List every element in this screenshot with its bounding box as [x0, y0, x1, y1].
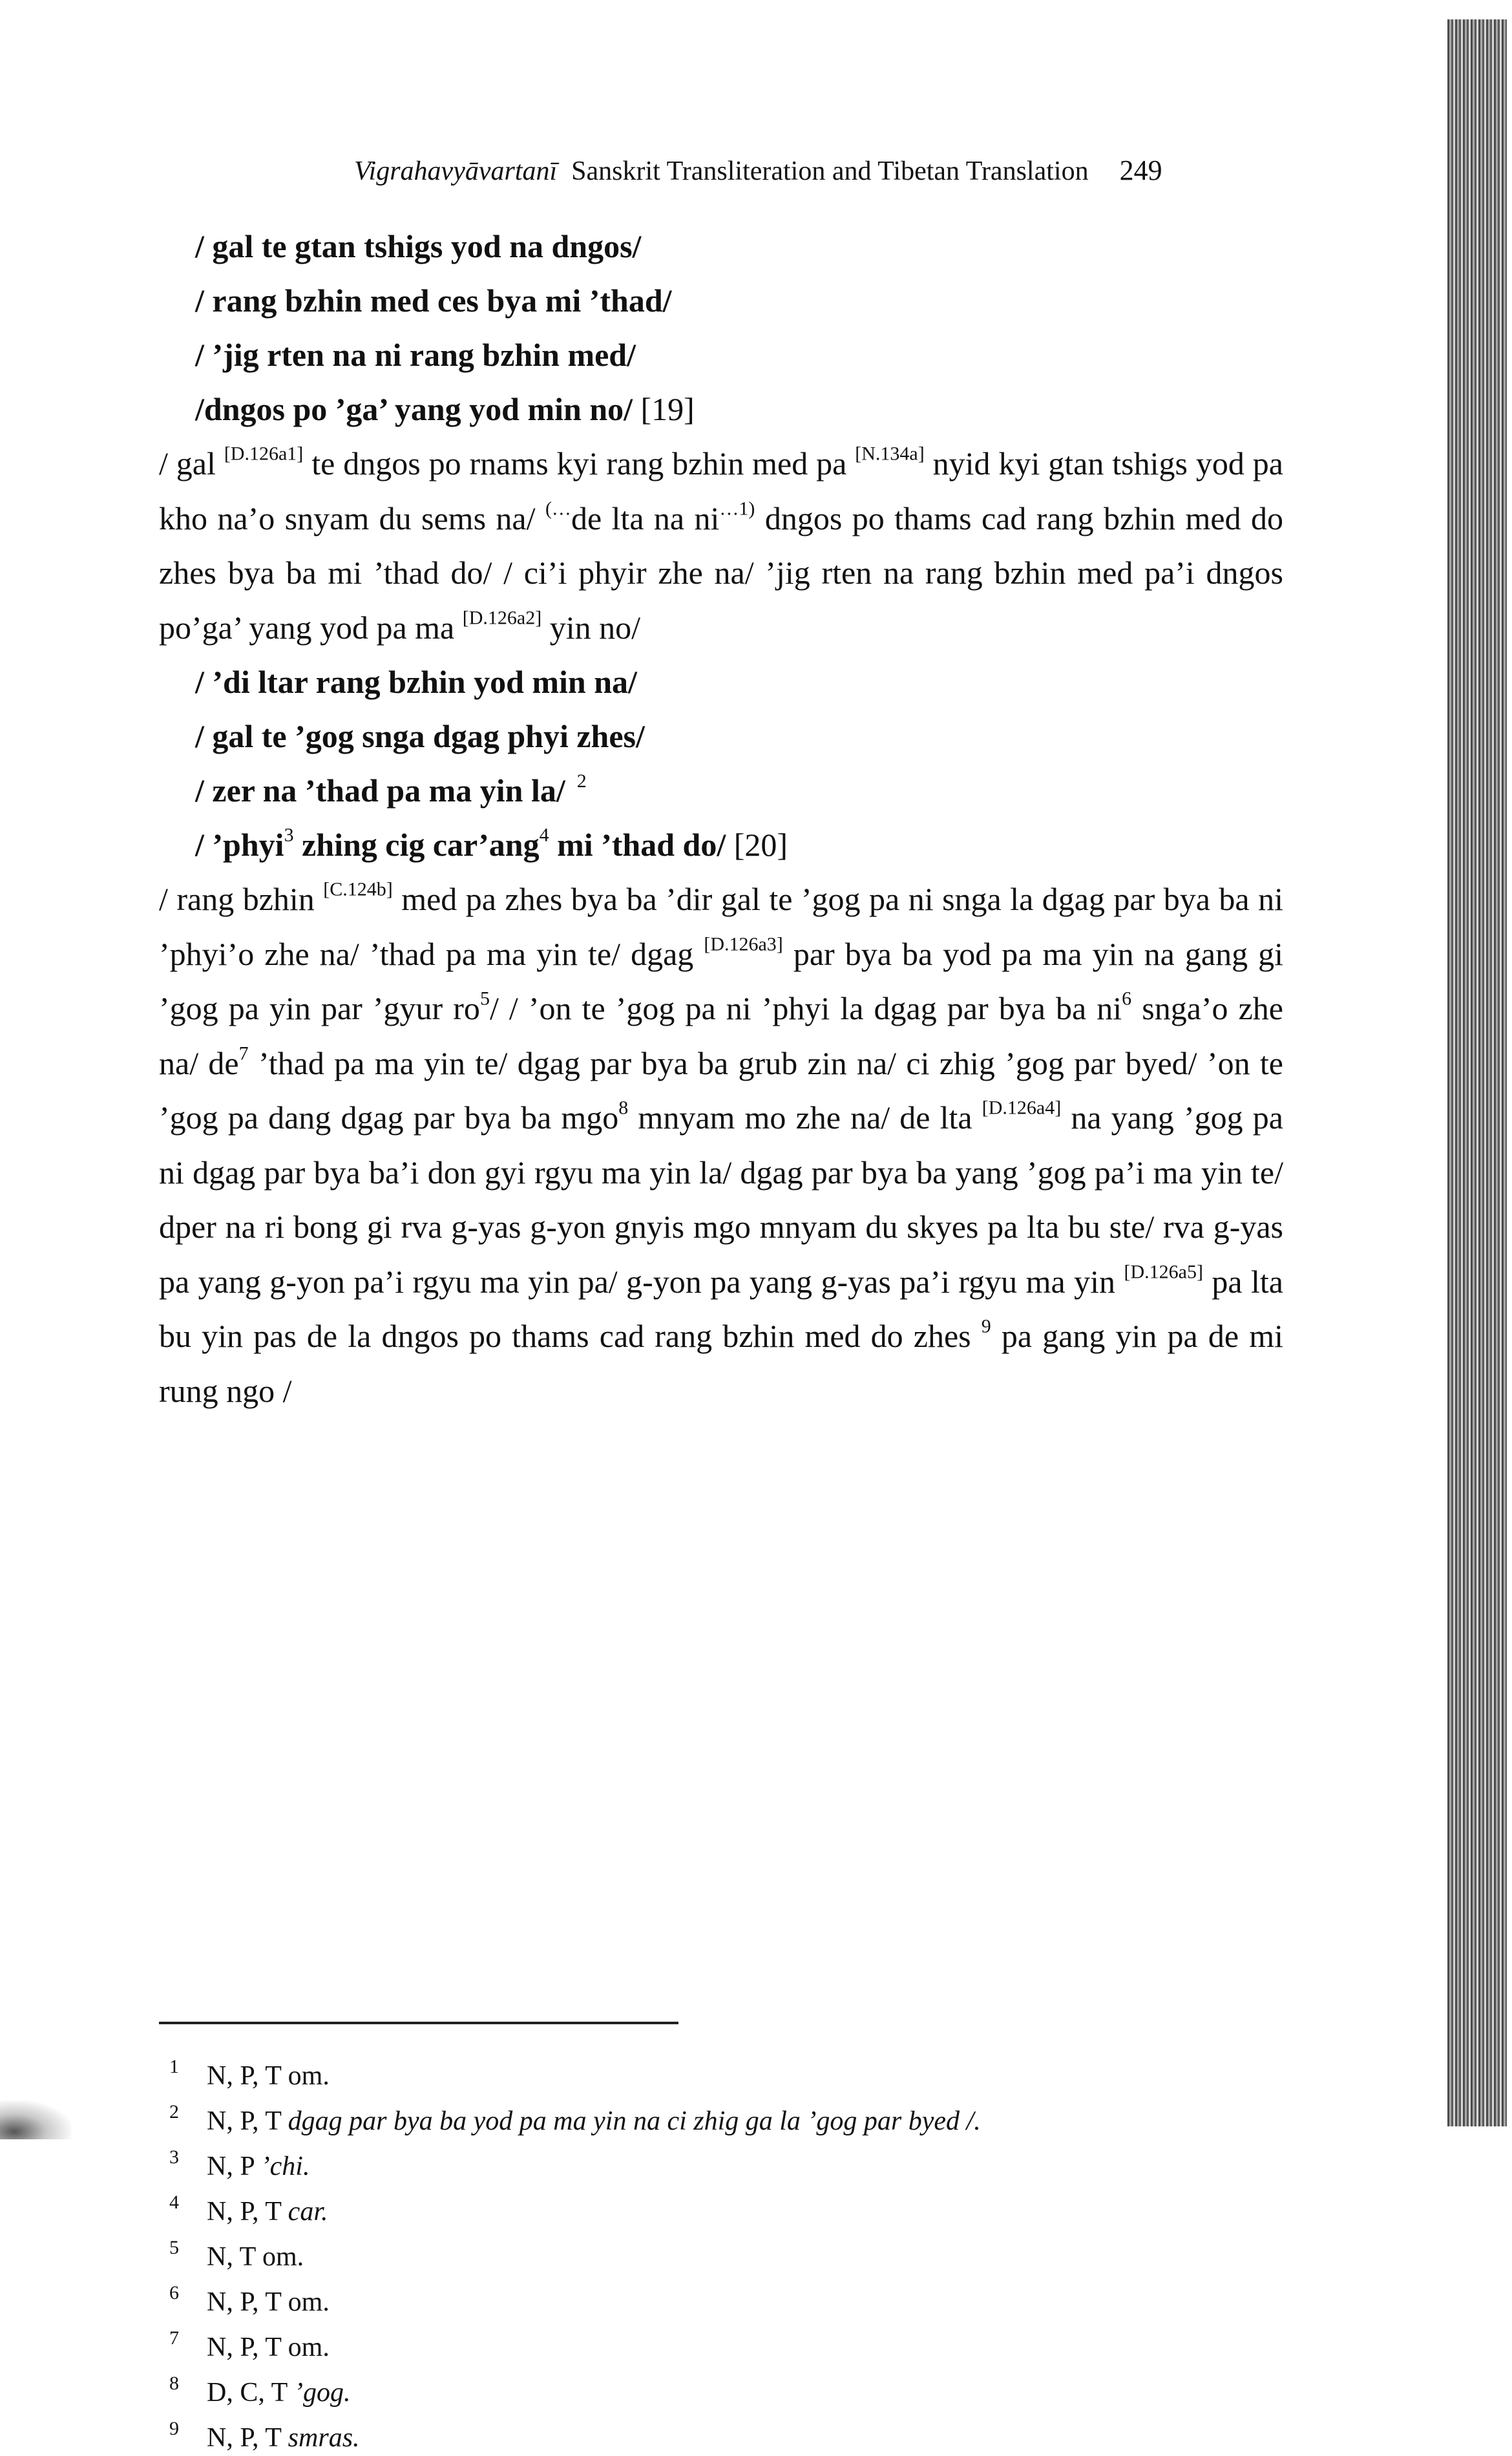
para1-text-6: yin no/ — [541, 609, 641, 646]
para2-text-8: na yang ’gog pa ni dgag par bya ba’i don gyi rgyu ma yin la/ dgag par bya ba yang ’gog pa’i ma yin te/ dper na ri bong gi rva g-yas g-yon gnyis mgo mnyam du skyes pa lta bu ste/ rva g-yas pa yang g-yon pa’i rgyu ma yin pa/ g-yon pa yang g-yas pa’i rgyu ma yin — [159, 1099, 1283, 1300]
footnote — [169, 2366, 981, 2411]
verse20-line4-text-b: zhing cig car’ang — [293, 827, 540, 863]
footnote-separator — [159, 2022, 678, 2024]
verse20-line3 — [195, 772, 587, 809]
footnote-number: 7 — [169, 2327, 179, 2349]
verse20-line4 — [195, 826, 788, 863]
footnote-ref: 9 — [981, 1315, 991, 1337]
verse19-line1: / gal te gtan tshigs yod na dngos/ — [195, 228, 642, 264]
running-header — [354, 154, 1162, 187]
folio-marker: [D.126a5] — [1124, 1261, 1203, 1282]
footnote-ref: 4 — [539, 824, 549, 846]
paragraph-1-text — [159, 436, 1283, 655]
verse20-line3-text: / zer na ’thad pa ma yin la/ — [195, 772, 565, 809]
verse20-line2: / gal te ’gog snga dgag phyi zhes/ — [195, 718, 645, 754]
footnote-number: 9 — [169, 2418, 179, 2439]
footnote — [169, 2185, 981, 2230]
footnote-variant-reading: smras. — [288, 2423, 360, 2453]
para2-text-1: / rang bzhin — [159, 881, 324, 917]
footnote-number: 5 — [169, 2237, 179, 2258]
paragraph-2-text — [159, 872, 1283, 1418]
footnote — [169, 2230, 981, 2275]
footnote-variant-reading: ’gog. — [293, 2378, 351, 2408]
verse-ref-19: [19] — [640, 391, 695, 427]
footnote — [169, 2275, 981, 2320]
para1-text-3: nyid kyi gtan tshigs yod pa kho na’o snyam du sems na/ — [159, 445, 1283, 536]
footnote-text: N, P, T — [207, 2423, 288, 2453]
folio-marker: [N.134a] — [855, 443, 925, 465]
footnote-text: N, P, T — [207, 2197, 288, 2227]
footnote-ref: 2 — [576, 770, 587, 792]
folio-marker: [D.126a4] — [982, 1097, 1062, 1119]
header-title: Vigrahavyāvartanī — [354, 156, 558, 186]
para2-text-2: med pa zhes bya ba ’dir gal te ’gog pa ni snga la dgag par bya ba ni ’phyi’o zhe na/ ’thad pa ma yin te/ dgag — [159, 881, 1283, 972]
footnotes — [169, 2049, 981, 2456]
para2-text-4: / / ’on te ’gog pa ni ’phyi la dgag par bya ba ni — [489, 990, 1122, 1026]
footnote-number: 1 — [169, 2056, 179, 2077]
footnote-ref: 7 — [238, 1043, 249, 1064]
footnote — [169, 2411, 981, 2456]
footnote-number: 8 — [169, 2373, 179, 2394]
footnote — [169, 2139, 981, 2185]
commentary-paragraph-1 — [159, 436, 1283, 655]
footnote-text: N, P, T om. — [207, 2333, 330, 2362]
footnote-text: N, P, T om. — [207, 2287, 330, 2317]
footnote-variant-reading: ’chi. — [260, 2152, 310, 2181]
footnote-ref: 5 — [479, 988, 490, 1010]
para1-text-5: dngos po thams cad rang bzhin med do zhes bya ba mi ’thad do/ / ci’i phyir zhe na/ ’jig rten na rang bzhin med pa’i dngos po’ga’ yang yod pa ma — [159, 500, 1283, 646]
verse19-line4-text: /dngos po ’ga’ yang yod min no/ — [195, 391, 633, 427]
folio-marker: [D.126a2] — [462, 607, 542, 628]
para2-text-3: par bya ba yod pa ma yin na gang gi ’gog pa yin par ’gyur ro — [159, 935, 1284, 1026]
para1-text-1: / gal — [159, 445, 224, 482]
scanner-edge-artifact — [1447, 19, 1507, 2126]
para2-text-7: mnyam mo zhe na/ de lta — [628, 1099, 982, 1136]
footnote-ref: 8 — [618, 1097, 629, 1119]
footnote-number: 4 — [169, 2192, 179, 2213]
variant-open-marker: (… — [545, 498, 571, 519]
para2-text-10: pa gang yin pa de mi rung ngo / — [159, 1318, 1283, 1409]
folio-marker: [D.126a1] — [224, 443, 304, 465]
header-subtitle: Sanskrit Transliteration and Tibetan Translation — [571, 156, 1089, 186]
footnote-text: D, C, T — [207, 2378, 294, 2408]
footnote-ref: 6 — [1122, 988, 1132, 1010]
verse19-line3: / ’jig rten na ni rang bzhin med/ — [195, 337, 636, 373]
verse20-line4-text-a: / ’phyi — [195, 827, 284, 863]
para2-text-6: ’thad pa ma yin te/ dgag par bya ba grub zin na/ ci zhig ’gog par byed/ ’on te ’gog pa dang dgag par bya ba mgo — [159, 1044, 1283, 1136]
footnote-variant-reading: car. — [288, 2197, 328, 2227]
page-number: 249 — [1119, 154, 1162, 186]
footnote-number: 2 — [169, 2101, 179, 2123]
footnote-text: N, P — [207, 2152, 261, 2181]
para1-text-4: de lta na ni — [571, 500, 720, 536]
variant-close-marker: …1) — [719, 498, 755, 519]
footnote-text: N, T om. — [207, 2242, 304, 2272]
footnote-text: N, P, T om. — [207, 2061, 330, 2091]
footnote-number: 6 — [169, 2282, 179, 2303]
commentary-paragraph-2 — [159, 872, 1283, 1418]
verse20-line1: / ’di ltar rang bzhin yod min na/ — [195, 664, 637, 700]
verse19-line2: / rang bzhin med ces bya mi ’thad/ — [195, 282, 672, 319]
footnote-ref: 3 — [284, 824, 294, 846]
footnote — [169, 2320, 981, 2366]
para1-text-2: te dngos po rnams kyi rang bzhin med pa — [303, 445, 856, 482]
folio-marker: [C.124b] — [323, 878, 393, 900]
scanner-corner-smudge — [0, 2101, 71, 2139]
verse20-line4-text-c: mi ’thad do/ — [549, 827, 726, 863]
verse-ref-20: [20] — [733, 827, 788, 863]
para2-text-5: snga’o zhe na/ de — [159, 990, 1283, 1081]
footnote-variant-reading: dgag par bya ba yod pa ma yin na ci zhig ga la ’gog par byed /. — [288, 2106, 981, 2136]
footnote-number: 3 — [169, 2146, 179, 2168]
footnote — [169, 2094, 981, 2139]
verse19-line4 — [195, 390, 695, 428]
folio-marker: [D.126a3] — [704, 933, 783, 955]
footnote — [169, 2049, 981, 2094]
para2-text-9: pa lta bu yin pas de la dngos po thams cad rang bzhin med do zhes — [159, 1263, 1283, 1354]
footnote-text: N, P, T — [207, 2106, 288, 2136]
